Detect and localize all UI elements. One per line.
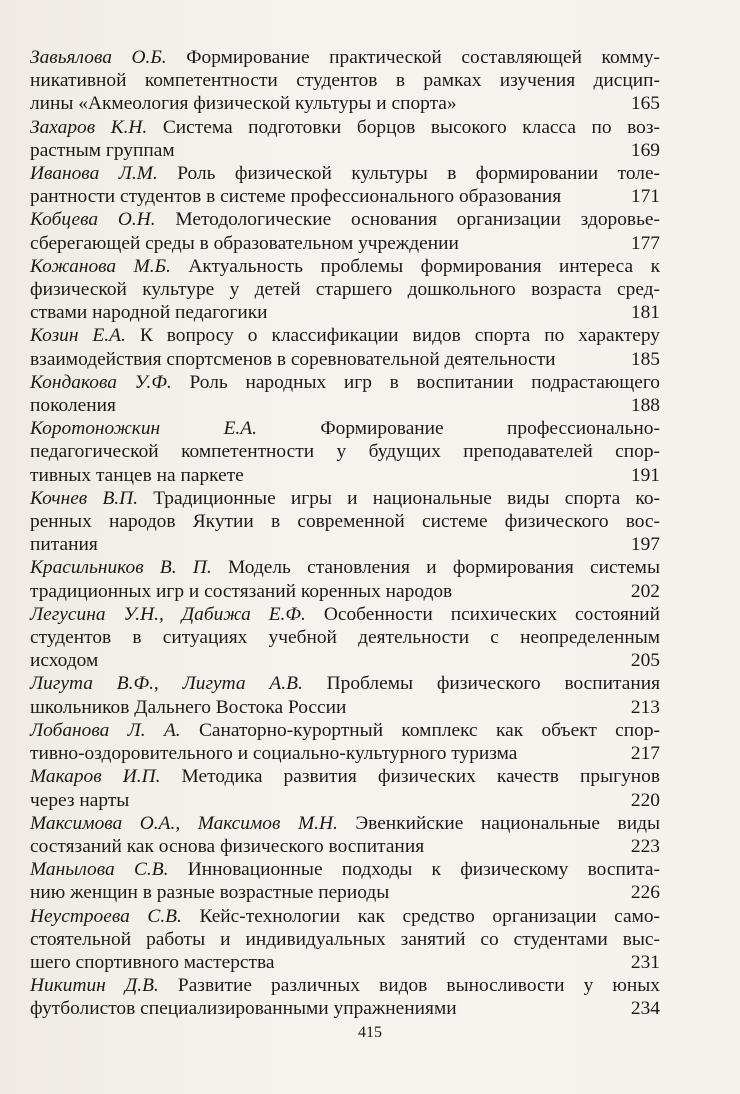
toc-entry-author: Кондакова У.Ф. — [30, 371, 172, 393]
toc-entry-title-text: стоятельной работы и индивидуальных занятий со студентами выс- — [30, 928, 660, 950]
toc-entry-line — [30, 835, 660, 858]
toc-entry-line — [30, 649, 660, 672]
toc-entry-line — [30, 185, 660, 208]
toc-entry-line — [30, 905, 660, 928]
toc-entry-title-text: взаимодействия спортсменов в соревновательной деятельности — [30, 348, 556, 370]
toc-entry-page: 165 — [630, 93, 660, 115]
toc-entry-title-text: Роль физической культуры в формировании толе- — [177, 163, 661, 185]
toc-entry — [30, 162, 660, 208]
toc-entry-title-text: нию женщин в разные возрастные периоды — [30, 882, 390, 904]
toc-entry — [30, 116, 660, 162]
toc-entry-title-text: Кейс-технологии как средство организации само- — [199, 905, 661, 927]
toc-entry-title-text: состязаний как основа физического воспитания — [30, 835, 425, 857]
toc-entry-page: 231 — [630, 951, 660, 973]
toc-entry-author: Лигута В.Ф., Лигута А.В. — [30, 673, 303, 695]
toc-entry-author: Лобанова Л. А. — [30, 719, 181, 741]
toc-entry-line — [30, 719, 660, 742]
toc-entry-author: Иванова Л.М. — [30, 163, 158, 185]
toc-entry — [30, 208, 660, 254]
toc-entry-title-text: поколения — [30, 395, 116, 417]
toc-entry-title-text: тивных танцев на паркете — [30, 464, 244, 486]
toc-entry-page: 169 — [630, 139, 660, 161]
toc-entry-title-text: студентов в ситуациях учебной деятельности с неопределенным — [30, 627, 660, 649]
toc-entry-page: 223 — [630, 835, 660, 857]
toc-entry-line — [30, 765, 660, 788]
toc-entry-title-text: никативной компетентности студентов в рамках изучения дисцип- — [30, 70, 660, 92]
toc-entry-author: Легусина У.Н., Дабижа Е.Ф. — [30, 603, 306, 625]
toc-entry-title-text: Формирование практической составляющей комму- — [186, 47, 661, 68]
toc-entry-line — [30, 255, 660, 278]
toc-entry — [30, 812, 660, 858]
toc-entry-title-text: сберегающей среды в образовательном учреждении — [30, 232, 459, 254]
toc-entry-line — [30, 556, 660, 579]
toc-entry-line — [30, 510, 660, 533]
toc-entry-title-text: футболистов специализированными упражнениями — [30, 998, 457, 1020]
toc-entry-page: 234 — [630, 998, 660, 1020]
toc-entry-page: 202 — [630, 580, 660, 602]
toc-entry-title-text: Методика развития физических качеств прыгунов — [181, 766, 660, 788]
toc-entry-page: 205 — [630, 650, 660, 672]
toc-entry-line — [30, 812, 660, 835]
toc-entry-author: Красильников В. П. — [30, 557, 212, 579]
toc-entry-line — [30, 394, 660, 417]
toc-entry-line — [30, 301, 660, 324]
toc-entry-line — [30, 46, 660, 69]
toc-entry-title-text: Формирование профессионально- — [320, 418, 660, 440]
toc-entry-title-text: исходом — [30, 650, 99, 672]
toc-entry-line — [30, 974, 660, 997]
toc-entry-title-text: Традиционные игры и национальные виды спорта ко- — [153, 487, 660, 509]
toc-entry-title-text: Инновационные подходы к физическому воспита- — [187, 859, 661, 881]
toc-entry-author: Кожанова М.Б. — [30, 255, 171, 277]
toc-entry-page: 191 — [630, 464, 660, 486]
toc-entry-line — [30, 789, 660, 812]
toc-entry-page: 171 — [630, 186, 660, 208]
toc-entry-author: Макаров И.П. — [30, 766, 161, 788]
toc-entry-line — [30, 928, 660, 951]
toc-entry-line — [30, 208, 660, 231]
toc-entry-line — [30, 139, 660, 162]
toc-entry-page: 220 — [630, 789, 660, 811]
toc-entry-title-text: шего спортивного мастерства — [30, 951, 275, 973]
toc-entry — [30, 974, 660, 1020]
toc-entry-title-text: Эвенкийские национальные виды — [355, 812, 660, 834]
toc-entry-line — [30, 487, 660, 510]
toc-entry-title-text: Модель становления и формирования системы — [227, 557, 660, 579]
toc-entry-author: Кобцева О.Н. — [30, 209, 156, 231]
toc-entry-line — [30, 951, 660, 974]
toc-entry — [30, 255, 660, 325]
toc-entry-page: 226 — [630, 882, 660, 904]
toc-entry-line — [30, 672, 660, 695]
toc-entry-line — [30, 464, 660, 487]
toc-entry-title-text: ренных народов Якутии в современной системе физического вос- — [30, 511, 660, 533]
toc-entry-page: 188 — [630, 395, 660, 417]
toc-entry-title-text: традиционных игр и состязаний коренных народов — [30, 580, 453, 602]
toc-entry — [30, 46, 660, 116]
toc-entry-line — [30, 626, 660, 649]
toc-entry-line — [30, 92, 660, 115]
toc-entry-line — [30, 69, 660, 92]
toc-entry-page: 197 — [630, 534, 660, 556]
toc-entry-title-text: питания — [30, 534, 98, 556]
toc-entry-title-text: педагогической компетентности у будущих преподавателей спор- — [30, 441, 660, 463]
toc-entry-title-text: рантности студентов в системе профессионального образования — [30, 186, 562, 208]
toc-entry-title-text: Актуальность проблемы формирования интереса к — [188, 255, 660, 277]
toc-entry-page: 181 — [630, 302, 660, 324]
toc-entry — [30, 603, 660, 673]
toc-entry-page: 217 — [630, 743, 660, 765]
toc-entry — [30, 417, 660, 487]
toc-entry — [30, 672, 660, 718]
toc-entry-author: Завьялова О.Б. — [30, 47, 167, 68]
toc-entry-author: Захаров К.Н. — [30, 116, 148, 138]
toc-entry-page: 213 — [630, 696, 660, 718]
toc-entry-line — [30, 997, 660, 1020]
toc-entry-line — [30, 603, 660, 626]
toc-entry-title-text: Особенности психических состояний — [323, 603, 661, 625]
toc-entry-title-text: растным группам — [30, 139, 175, 161]
toc-entry-line — [30, 417, 660, 440]
page-number-footer: 415 — [358, 1024, 382, 1041]
toc-entry — [30, 719, 660, 765]
toc-entry-title-text: школьников Дальнего Востока России — [30, 696, 347, 718]
toc-entry — [30, 371, 660, 417]
toc-entry-title-text: Роль народных игр в воспитании подрастающего — [189, 371, 660, 393]
toc-entry-line — [30, 348, 660, 371]
toc-entry-author: Коротоножкин Е.А. — [30, 418, 257, 440]
toc-entry-line — [30, 696, 660, 719]
toc-entry — [30, 487, 660, 557]
toc-entry-line — [30, 881, 660, 904]
toc-entry — [30, 905, 660, 975]
toc-entry-title-text: Методологические основания организации здоровье- — [175, 209, 660, 231]
toc-entry-line — [30, 742, 660, 765]
toc-entry — [30, 858, 660, 904]
toc-entry-title-text: через нарты — [30, 789, 130, 811]
toc-entry — [30, 324, 660, 370]
toc-entry-title-text: Проблемы физического воспитания — [326, 673, 660, 695]
toc-entry-line — [30, 232, 660, 255]
toc-entry — [30, 765, 660, 811]
toc-entry-title-text: Система подготовки борцов высокого класса по воз- — [162, 116, 660, 138]
toc-entry-title-text: тивно-оздоровительного и социально-культурного туризма — [30, 743, 518, 765]
toc-entry-author: Козин Е.А. — [30, 325, 126, 347]
toc-entry-line — [30, 371, 660, 394]
toc-entry-title-text: физической культуре у детей старшего дошкольного возраста сред- — [30, 279, 660, 301]
toc-entry-title-text: лины «Акмеология физической культуры и спорта» — [30, 93, 457, 115]
toc-entry-line — [30, 858, 660, 881]
toc-entry-line — [30, 440, 660, 463]
toc-entry-author: Максимова О.А., Максимов М.Н. — [30, 812, 338, 834]
toc-entry-title-text: К вопросу о классификации видов спорта по характеру — [139, 325, 660, 347]
toc-entry-page: 177 — [630, 232, 660, 254]
toc-entry-line — [30, 116, 660, 139]
toc-entry-page: 185 — [630, 348, 660, 370]
toc-entry-title-text: ствами народной педагогики — [30, 302, 268, 324]
toc-entry-line — [30, 278, 660, 301]
toc-entry-line — [30, 162, 660, 185]
toc-entry-author: Кочнев В.П. — [30, 487, 138, 509]
toc-entry-author: Никитин Д.В. — [30, 975, 159, 997]
toc-entry-line — [30, 324, 660, 347]
toc-entry-title-text: Санаторно-курортный комплекс как объект спор- — [199, 719, 660, 741]
toc-entry-title-text: Развитие различных видов выносливости у юных — [177, 975, 660, 997]
table-of-contents — [30, 46, 660, 1021]
toc-entry-line — [30, 580, 660, 603]
toc-entry — [30, 556, 660, 602]
toc-entry-author: Манылова С.В. — [30, 859, 169, 881]
toc-entry-author: Неустроева С.В. — [30, 905, 182, 927]
toc-entry-line — [30, 533, 660, 556]
